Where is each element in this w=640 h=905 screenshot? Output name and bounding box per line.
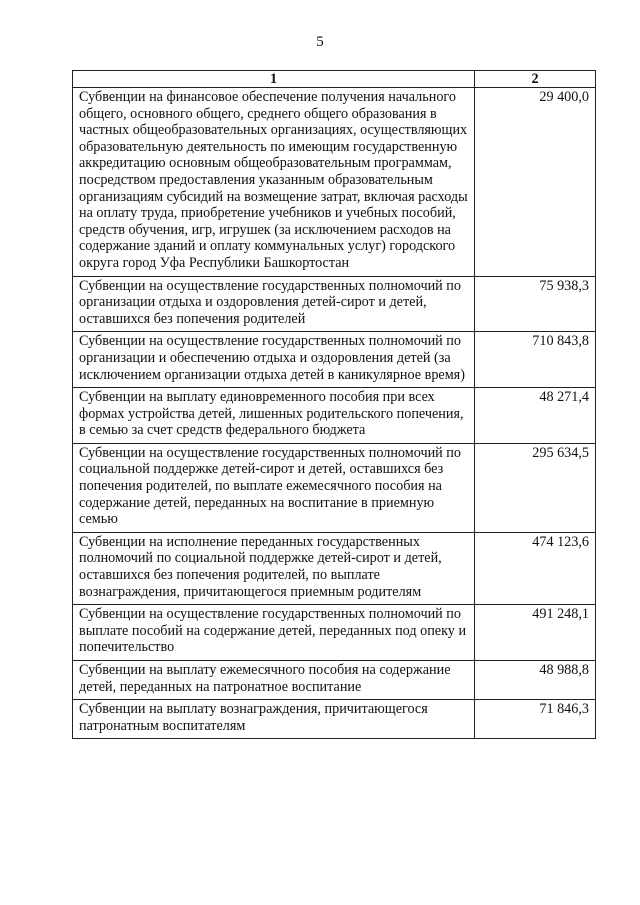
row-amount: 71 846,3	[475, 700, 596, 739]
row-description: Субвенции на выплату единовременного пособия при всех формах устройства детей, лишенных родительского попечения, в семью за счет средств федерального бюджета	[73, 388, 475, 444]
table-row	[73, 700, 596, 739]
row-description: Субвенции на осуществление государственных полномочий по социальной поддержке детей-сирот и детей, оставшихся без попечения родителей, по выплате ежемесячного пособия на содержание детей, переданных на воспитание в приемную семью	[73, 443, 475, 532]
row-description: Субвенции на финансовое обеспечение получения начального общего, основного общего, среднего общего образования в частных общеобразовательных организациях, осуществляющих образовательную деятельность по имеющим государственную аккредитацию основным общеобразовательным программам, посредством предоставления указанным образовательным организациям субсидий на возмещение затрат, включая расходы на оплату труда, приобретение учебников и учебных пособий, средств обучения, игр, игрушек (за исключением расходов на содержание зданий и оплату коммунальных услуг) городского округа город Уфа Республики Башкортостан	[73, 88, 475, 277]
page-number: 5	[316, 34, 324, 50]
row-description: Субвенции на выплату ежемесячного пособия на содержание детей, переданных на патронатное воспитание	[73, 661, 475, 700]
table-header-row	[73, 71, 596, 88]
column-header-2: 2	[475, 71, 596, 88]
row-description: Субвенции на выплату вознаграждения, причитающегося патронатным воспитателям	[73, 700, 475, 739]
table-row	[73, 532, 596, 604]
row-amount: 710 843,8	[475, 332, 596, 388]
row-description: Субвенции на осуществление государственных полномочий по организации и обеспечению отдыха и оздоровления детей (за исключением организации отдыха детей в каникулярное время)	[73, 332, 475, 388]
row-amount: 295 634,5	[475, 443, 596, 532]
row-amount: 48 988,8	[475, 661, 596, 700]
table-row	[73, 88, 596, 277]
row-amount: 491 248,1	[475, 605, 596, 661]
subventions-table	[72, 70, 596, 739]
row-amount: 75 938,3	[475, 276, 596, 332]
table-row	[73, 661, 596, 700]
table-row	[73, 388, 596, 444]
table-row	[73, 443, 596, 532]
row-amount: 48 271,4	[475, 388, 596, 444]
table-row	[73, 605, 596, 661]
row-amount: 29 400,0	[475, 88, 596, 277]
column-header-1: 1	[73, 71, 475, 88]
row-description: Субвенции на осуществление государственных полномочий по выплате пособий на содержание детей, переданных под опеку и попечительство	[73, 605, 475, 661]
row-description: Субвенции на осуществление государственных полномочий по организации отдыха и оздоровления детей-сирот и детей, оставшихся без попечения родителей	[73, 276, 475, 332]
row-description: Субвенции на исполнение переданных государственных полномочий по социальной поддержке детей-сирот и детей, оставшихся без попечения родителей, по выплате вознаграждения, причитающегося приемным родителям	[73, 532, 475, 604]
table-row	[73, 332, 596, 388]
table-row	[73, 276, 596, 332]
row-amount: 474 123,6	[475, 532, 596, 604]
